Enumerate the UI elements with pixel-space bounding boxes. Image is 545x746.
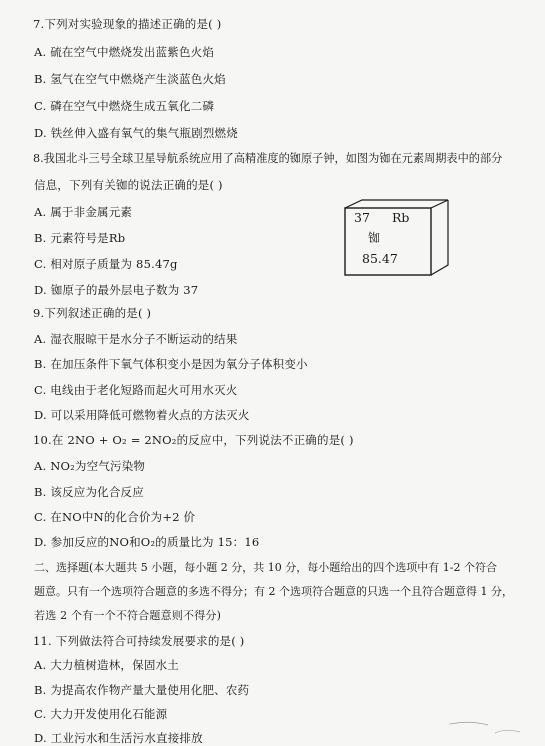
q8-stem-line2: 信息，下列有关铷的说法正确的是( ) [34, 178, 223, 192]
q11-option-b: B. 为提高农作物产量大量使用化肥、农药 [34, 683, 250, 697]
element-name: 铷 [368, 231, 381, 245]
q9-option-a: A. 湿衣服晾干是水分子不断运动的结果 [34, 332, 238, 346]
element-symbol: Rb [392, 210, 410, 225]
element-atomic-number: 37 [354, 210, 370, 225]
element-atomic-mass: 85.47 [362, 251, 398, 266]
section2-instructions-line3: 若选 2 个有一个不符合题意则不得分) [34, 609, 222, 622]
q7-option-d: D. 铁丝伸入盛有氧气的集气瓶剧烈燃烧 [34, 126, 238, 140]
q10-option-d: D. 参加反应的NO和O₂的质量比为 15：16 [34, 535, 260, 549]
section2-instructions-line1: 二、选择题(本大题共 5 小题，每小题 2 分，共 10 分，每小题给出的四个选项中有 1-2 个符合 [34, 561, 497, 574]
q10-option-b: B. 该反应为化合反应 [34, 485, 144, 499]
q9-option-b: B. 在加压条件下氧气体积变小是因为氧分子体积变小 [34, 357, 308, 371]
q8-option-d: D. 铷原子的最外层电子数为 37 [34, 283, 199, 297]
q7-stem: 7.下列对实验现象的描述正确的是( ) [33, 17, 222, 31]
rubidium-element-card [344, 199, 452, 277]
q8-option-c: C. 相对原子质量为 85.47g [34, 257, 178, 271]
q10-stem: 10.在 2NO + O₂ = 2NO₂的反应中，下列说法不正确的是( ) [33, 433, 354, 447]
q9-option-c: C. 电线由于老化短路而起火可用水灭火 [34, 383, 238, 397]
q11-option-c: C. 大力开发使用化石能源 [34, 707, 168, 721]
q7-option-b: B. 氢气在空气中燃烧产生淡蓝色火焰 [34, 72, 226, 86]
q10-option-a: A. NO₂为空气污染物 [34, 459, 146, 473]
q10-option-c: C. 在NO中N的化合价为+2 价 [34, 510, 196, 524]
q9-stem: 9.下列叙述正确的是( ) [33, 306, 152, 320]
q7-option-c: C. 磷在空气中燃烧生成五氧化二磷 [34, 99, 215, 113]
q11-option-d: D. 工业污水和生活污水直接排放 [34, 731, 203, 745]
q9-option-d: D. 可以采用降低可燃物着火点的方法灭火 [34, 408, 250, 422]
q8-option-a: A. 属于非金属元素 [34, 205, 133, 219]
scan-mark [440, 718, 530, 738]
q11-option-a: A. 大力植树造林，保固水土 [34, 658, 179, 672]
q8-option-b: B. 元素符号是Rb [34, 231, 126, 245]
section2-instructions-line2: 题意。只有一个选项符合题意的多选不得分；有 2 个选项符合题意的只选一个且符合题意得 1 分， [34, 585, 513, 598]
q11-stem: 11. 下列做法符合可持续发展要求的是( ) [33, 634, 245, 648]
q7-option-a: A. 硫在空气中燃烧发出蓝紫色火焰 [34, 45, 215, 59]
q8-stem-line1: 8.我国北斗三号全球卫星导航系统应用了高精准度的铷原子钟，如图为铷在元素周期表中的部分 [33, 152, 503, 165]
